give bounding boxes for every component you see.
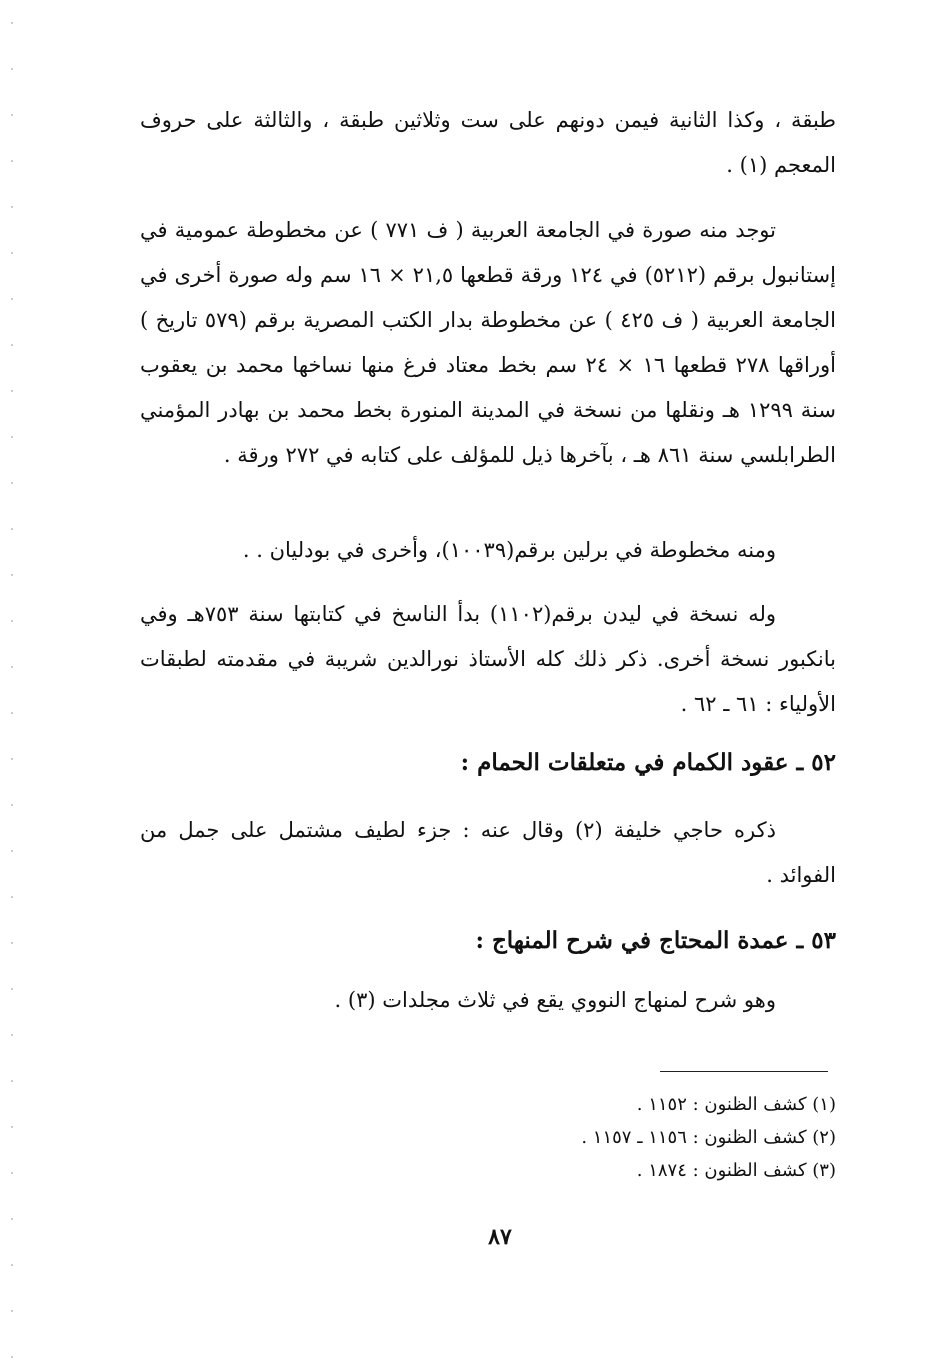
entry-heading-53: ٥٣ ـ عمدة المحتاج في شرح المنهاج : bbox=[475, 927, 836, 954]
scan-edge-noise bbox=[6, 0, 18, 1359]
paragraph-entry-52: ذكره حاجي خليفة (٢) وقال عنه : جزء لطيف مشتمل على جمل من الفوائد . bbox=[140, 818, 836, 887]
paragraph-berlin: ومنه مخطوطة في برلين برقم(١٠٠٣٩)، وأخرى في بودليان . . bbox=[242, 538, 776, 562]
footnote-2: (٢) كشف الظنون : ١١٥٦ ـ ١١٥٧ . bbox=[581, 1127, 836, 1148]
page-number: ٨٧ bbox=[488, 1224, 512, 1250]
entry-heading-52: ٥٢ ـ عقود الكمام في متعلقات الحمام : bbox=[460, 749, 836, 776]
footnote-3: (٣) كشف الظنون : ١٨٧٤ . bbox=[636, 1160, 836, 1181]
footnote-1: (١) كشف الظنون : ١١٥٢ . bbox=[636, 1094, 836, 1115]
paragraph-entry-53: وهو شرح لمنهاج النووي يقع في ثلاث مجلدات (٣) . bbox=[334, 988, 776, 1012]
paragraph-continuation: طبقة ، وكذا الثانية فيمن دونهم على ست وثلاثين طبقة ، والثالثة على حروف المعجم (١) . bbox=[140, 108, 836, 177]
footnote-separator bbox=[660, 1071, 828, 1072]
paragraph-leiden: وله نسخة في ليدن برقم(١١٠٢) بدأ الناسخ في كتابتها سنة ٧٥٣هـ وفي بانكبور نسخة أخرى. ذكر ذلك كله الأستاذ نورالدين شريبة في مقدمته لطبقات الأولياء : ٦١ ـ ٦٢ . bbox=[140, 602, 836, 716]
paragraph-manuscripts: توجد منه صورة في الجامعة العربية ( ف ٧٧١ ) عن مخطوطة عمومية في إستانبول برقم (٥٢١٢) في ١٢٤ ورقة قطعها ٢١,٥ × ١٦ سم وله صورة أخرى في الجامعة العربية ( ف ٤٢٥ ) عن مخطوطة بدار الكتب المصرية برقم (٥٧٩ تاريخ ) أوراقها ٢٧٨ قطعها ١٦ × ٢٤ سم بخط معتاد فرغ منها نساخها محمد بن يعقوب سنة ١٢٩٩ هـ ونقلها من نسخة في المدينة المنورة بخط محمد بن بهادر المؤمني الطرابلسي سنة ٨٦١ هـ ، بآخرها ذيل للمؤلف على كتابه في ٢٧٢ ورقة . bbox=[140, 218, 836, 467]
